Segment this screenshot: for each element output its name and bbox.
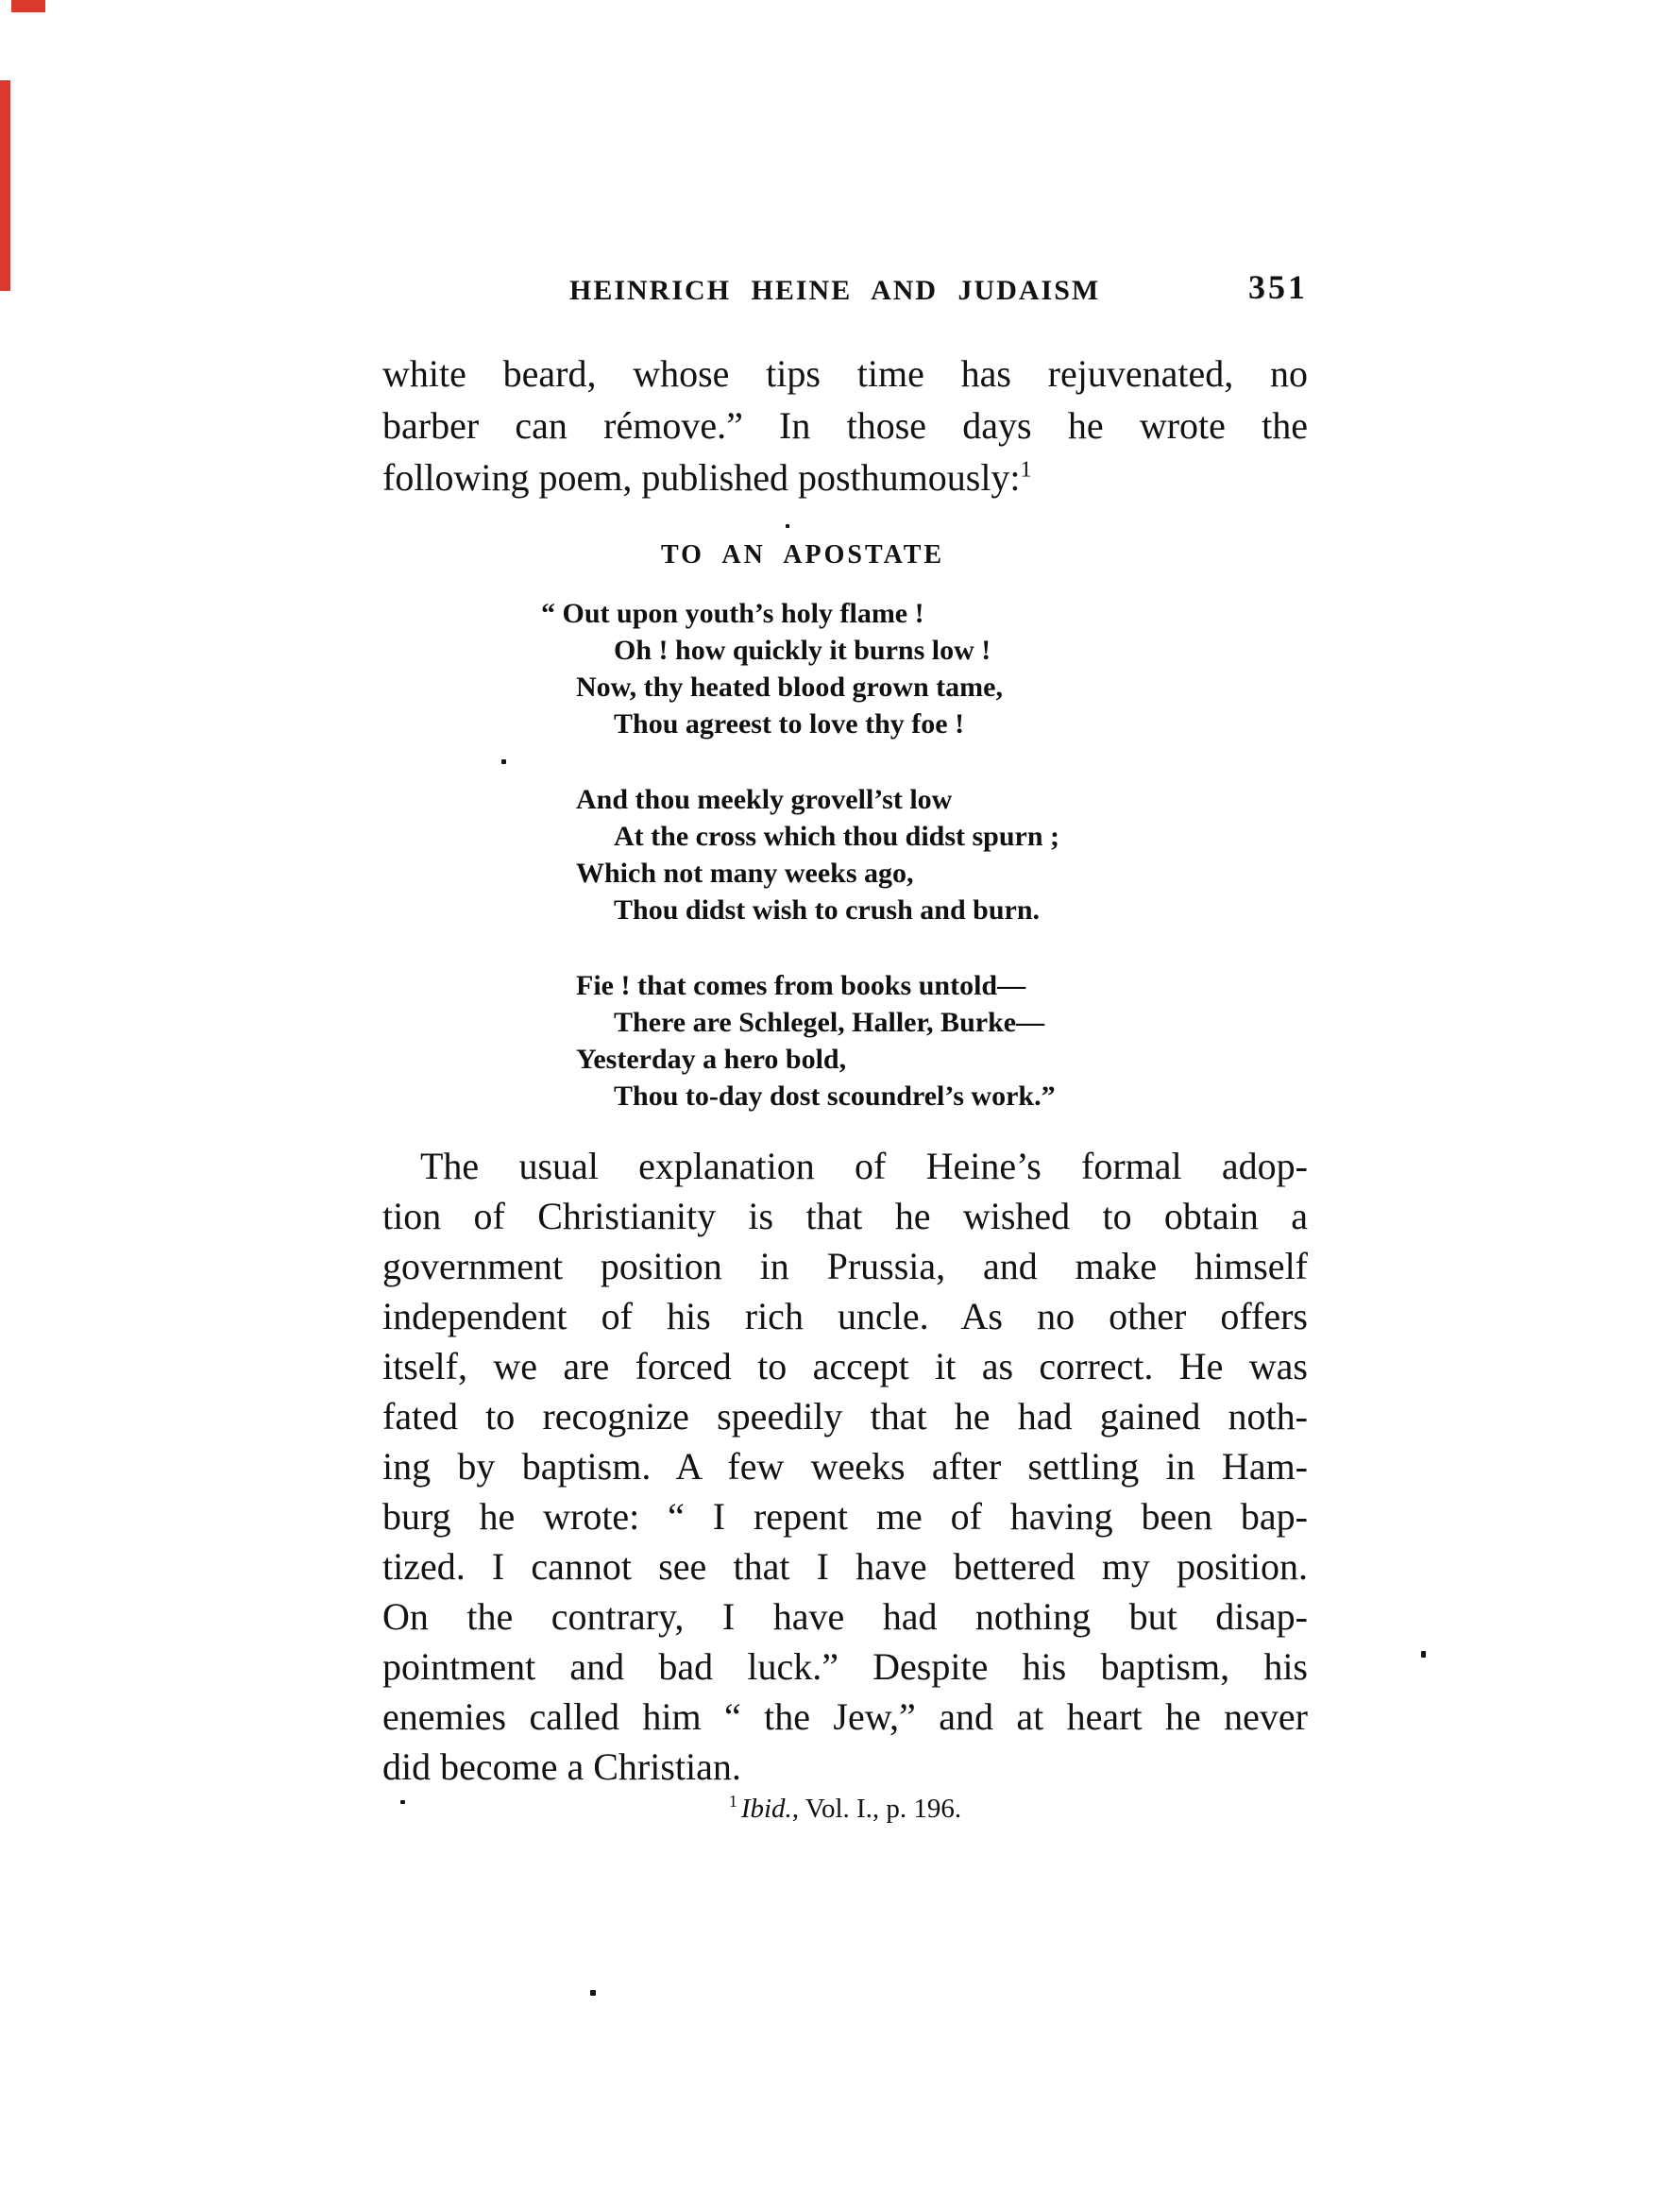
text-line: government position in Prussia, and make himself [382, 1245, 1308, 1287]
text-line: fated to recognize speedily that he had gained noth- [382, 1395, 1308, 1438]
poem-line: “ Out upon youth’s holy flame ! [541, 598, 924, 629]
text-line: The usual explanation of Heine’s formal adop- [420, 1145, 1308, 1187]
text-line: ing by baptism. A few weeks after settling in Ham- [382, 1445, 1308, 1488]
running-head [382, 268, 1308, 318]
text-line: white beard, whose tips time has rejuvenated, no [382, 352, 1308, 395]
poem-line: Thou agreest to love thy foe ! [614, 708, 965, 740]
poem-line: Thou to-day dost scoundrel’s work.” [614, 1080, 1056, 1112]
poem-line: And thou meekly grovell’st low [576, 784, 953, 815]
paragraph-2 [382, 1141, 1308, 1792]
footnote-text: , Vol. I., p. 196. [791, 1794, 962, 1824]
text-line: did become a Christian. [382, 1745, 741, 1788]
poem-line: Which not many weeks ago, [576, 858, 914, 889]
poem-stanza [382, 595, 1308, 742]
text-line: independent of his rich uncle. As no other offers [382, 1295, 1308, 1337]
poem-line: Now, thy heated blood grown tame, [576, 672, 1003, 703]
paragraph-1 [382, 348, 1308, 503]
red-scan-mark-vertical [0, 80, 10, 291]
footnote-marker: 1 [728, 1792, 737, 1812]
chapter-title: HEINRICH HEINE AND JUDAISM [569, 275, 1101, 306]
red-scan-mark-horizontal [11, 0, 45, 12]
ink-speck [786, 524, 789, 528]
ink-speck [1421, 1651, 1426, 1658]
poem-stanza [382, 781, 1308, 928]
text-line: barber can rémove.” In those days he wrote the [382, 404, 1308, 447]
text-line: On the contrary, I have had nothing but disap- [382, 1595, 1308, 1638]
text-line: tion of Christianity is that he wished to obtain a [382, 1195, 1308, 1237]
text-line: burg he wrote: “ I repent me of having been bap- [382, 1495, 1308, 1538]
poem-stanza [382, 967, 1308, 1115]
ink-speck [590, 1990, 596, 1996]
footnote-source: Ibid. [740, 1794, 792, 1824]
poem-line: Yesterday a hero bold, [576, 1044, 847, 1075]
poem-line: Thou didst wish to crush and burn. [614, 894, 1041, 926]
text-line-content: following poem, published posthumously: [382, 456, 1021, 499]
text-line: itself, we are forced to accept it as correct. He was [382, 1345, 1308, 1387]
ink-speck [501, 759, 506, 764]
text-line [382, 451, 1308, 503]
text-line: enemies called him “ the Jew,” and at heart he never [382, 1695, 1308, 1738]
poem-line: Oh ! how quickly it burns low ! [614, 635, 991, 666]
footnote-reference-marker: 1 [1020, 457, 1032, 483]
poem-line: At the cross which thou didst spurn ; [614, 821, 1060, 852]
poem-line: There are Schlegel, Haller, Burke— [614, 1007, 1045, 1038]
poem-line: Fie ! that comes from books untold— [576, 970, 1026, 1001]
page-number: 351 [1248, 268, 1308, 306]
poem-title: TO AN APOSTATE [661, 540, 945, 570]
text-line: tized. I cannot see that I have bettered my position. [382, 1545, 1308, 1588]
text-line: pointment and bad luck.” Despite his baptism, his [382, 1645, 1308, 1688]
footnote [382, 1794, 1308, 1825]
